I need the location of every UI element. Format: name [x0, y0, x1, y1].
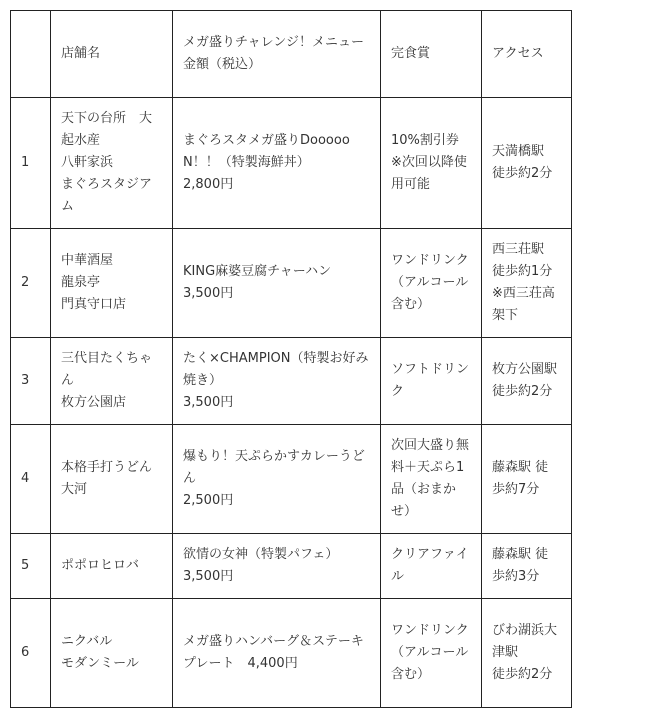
- text-line: 爆もり！天ぷらかすカレーうどん: [183, 448, 365, 486]
- text-line: ワンドリンク: [391, 622, 469, 638]
- text-line: 藤森駅 徒歩約7分: [492, 459, 549, 497]
- text-line: ソフトドリンク: [391, 361, 470, 399]
- row-number: [11, 229, 51, 338]
- access-cell: [482, 534, 572, 599]
- header-shop: [51, 11, 173, 98]
- text-line: 欲情の女神（特製パフェ）: [183, 546, 339, 562]
- text-line: （アルコール含む）: [391, 644, 469, 682]
- header-prize: [381, 11, 482, 98]
- text-line: 3: [21, 372, 30, 388]
- text-line: ※西三荘高架下: [492, 285, 555, 323]
- table-row: [11, 229, 572, 338]
- text-line: メガ盛りハンバーグ＆ステーキプレート 4,400円: [183, 633, 364, 671]
- shop-name-cell: [51, 229, 173, 338]
- menu-price-cell: [173, 338, 381, 425]
- text-line: 藤森駅 徒歩約3分: [492, 546, 549, 584]
- text-line: 3,500円: [183, 285, 234, 301]
- text-line: 龍泉亭: [61, 274, 101, 290]
- text-line: たく×CHAMPION（特製お好み焼き）: [183, 350, 369, 388]
- text-line: 2,800円: [183, 176, 234, 192]
- shop-name-cell: [51, 599, 173, 708]
- text-line: 徒歩約2分: [492, 666, 553, 682]
- text-line: 金額（税込）: [183, 56, 262, 72]
- text-line: ワンドリンク（アルコール含む）: [391, 252, 469, 312]
- text-line: 次回大盛り無料＋天ぷら1品（おまかせ）: [391, 437, 470, 519]
- text-line: 6: [21, 644, 30, 660]
- table-row: [11, 534, 572, 599]
- prize-cell: [381, 599, 482, 708]
- text-line: 本格手打うどん: [61, 459, 153, 475]
- text-line: クリアファイル: [391, 546, 469, 584]
- text-line: アクセス: [492, 45, 544, 61]
- text-line: 西三荘駅: [492, 241, 545, 257]
- menu-price-cell: [173, 425, 381, 534]
- text-line: 枚方公園駅 徒歩約2分: [492, 361, 558, 399]
- row-number: [11, 98, 51, 229]
- shop-name-cell: [51, 98, 173, 229]
- text-line: 10%割引券: [391, 132, 459, 148]
- header-menu: [173, 11, 381, 98]
- text-line: ※次回以降使用可能: [391, 154, 467, 192]
- header-number: [11, 11, 51, 98]
- text-line: 3,500円: [183, 568, 234, 584]
- row-number: [11, 599, 51, 708]
- text-line: 2: [21, 274, 30, 290]
- text-line: 八軒家浜: [61, 154, 114, 170]
- row-number: [11, 338, 51, 425]
- prize-cell: [381, 425, 482, 534]
- access-cell: [482, 599, 572, 708]
- text-line: 1: [21, 154, 30, 170]
- shop-name-cell: [51, 425, 173, 534]
- access-cell: [482, 425, 572, 534]
- text-line: 中華酒屋: [61, 252, 114, 268]
- prize-cell: [381, 229, 482, 338]
- text-line: ポポロヒロバ: [61, 557, 140, 573]
- text-line: 天下の台所 大起水産: [61, 110, 153, 148]
- row-number: [11, 425, 51, 534]
- text-line: びわ湖浜大津駅: [492, 622, 558, 660]
- shop-name-cell: [51, 338, 173, 425]
- text-line: 枚方公園店: [61, 394, 127, 410]
- table-row: [11, 338, 572, 425]
- mega-challenge-table: [10, 10, 572, 708]
- text-line: 2,500円: [183, 492, 234, 508]
- access-cell: [482, 229, 572, 338]
- text-line: ニクバル: [61, 633, 113, 649]
- text-line: まぐろスタジアム: [61, 176, 153, 214]
- text-line: 徒歩約1分: [492, 263, 553, 279]
- menu-price-cell: [173, 229, 381, 338]
- text-line: メガ盛りチャレンジ！メニュー: [183, 34, 364, 50]
- text-line: 三代目たくちゃん: [61, 350, 153, 388]
- table-row: [11, 599, 572, 708]
- menu-price-cell: [173, 599, 381, 708]
- row-number: [11, 534, 51, 599]
- shop-name-cell: [51, 534, 173, 599]
- text-line: 大河: [61, 481, 88, 497]
- text-line: 5: [21, 557, 30, 573]
- text-line: 徒歩約2分: [492, 165, 553, 181]
- text-line: 門真守口店: [61, 296, 127, 312]
- menu-price-cell: [173, 98, 381, 229]
- text-line: 3,500円: [183, 394, 234, 410]
- prize-cell: [381, 534, 482, 599]
- table-row: [11, 425, 572, 534]
- table-header-row: [11, 11, 572, 98]
- text-line: 完食賞: [391, 45, 431, 61]
- text-line: 店舗名: [61, 45, 101, 61]
- access-cell: [482, 98, 572, 229]
- text-line: まぐろスタメガ盛りDoooooN！！（特製海鮮丼）: [183, 132, 350, 170]
- menu-price-cell: [173, 534, 381, 599]
- access-cell: [482, 338, 572, 425]
- text-line: モダンミール: [61, 655, 139, 671]
- header-access: [482, 11, 572, 98]
- table-row: [11, 98, 572, 229]
- text-line: 4: [21, 470, 30, 486]
- text-line: KING麻婆豆腐チャーハン: [183, 263, 332, 279]
- prize-cell: [381, 98, 482, 229]
- text-line: 天満橋駅: [492, 143, 545, 159]
- prize-cell: [381, 338, 482, 425]
